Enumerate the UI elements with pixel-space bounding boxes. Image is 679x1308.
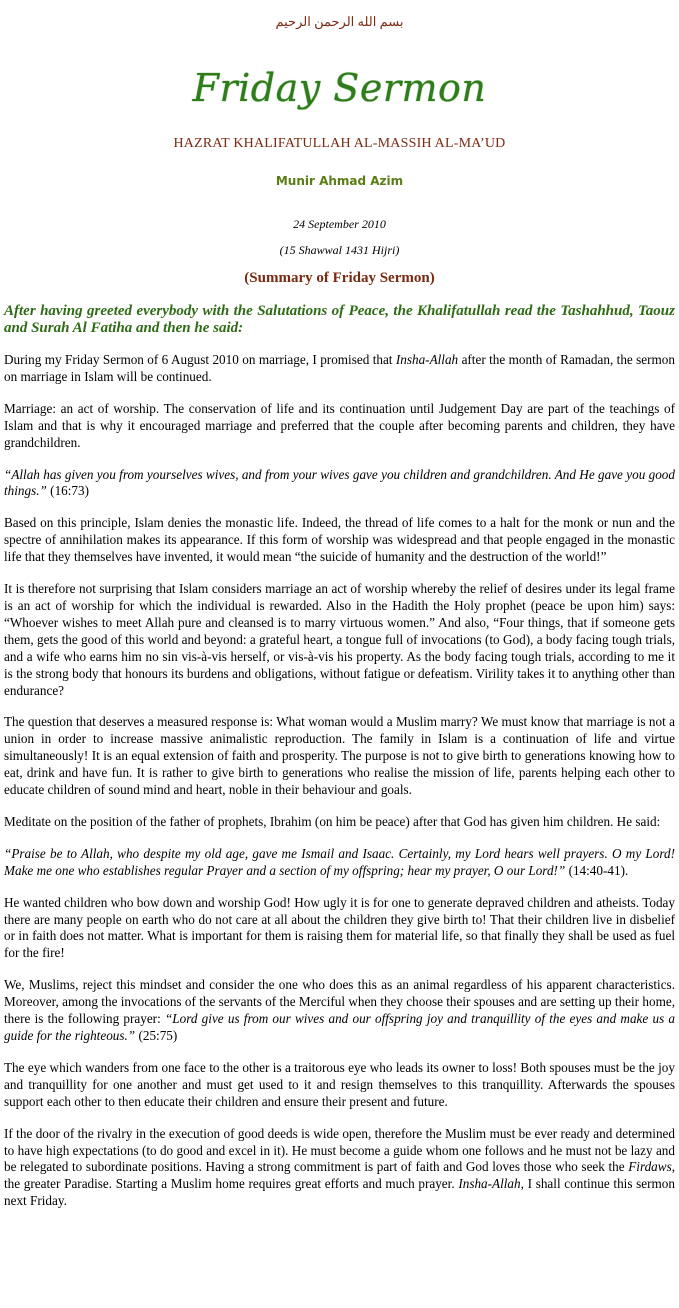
- paragraph-4: Based on this principle, Islam denies the monastic life. Indeed, the thread of life comes to a halt for the monk or nun and the spectre of annihilation makes its appearance. If this form of worship was widespread and that people engaged in the monastic life that they themselves have invented, it would mean “the suicide of humanity and the destruction of the world!”: [4, 515, 675, 565]
- sermon-date: 24 September 2010: [293, 217, 386, 231]
- italic-term: Firdaws: [628, 1159, 672, 1175]
- quote-paragraph-2: [4, 846, 675, 880]
- quote-reference: (14:40-41).: [565, 862, 629, 878]
- paragraph-7: Meditate on the position of the father of prophets, Ibrahim (on him be peace) after that God has given him children. He said:: [4, 813, 661, 829]
- text-span: , I shall continue this sermon next Friday.: [4, 1176, 675, 1209]
- hijri-date: (15 Shawwal 1431 Hijri): [279, 243, 400, 257]
- quran-quote: “Praise be to Allah, who despite my old age, gave me Ismail and Isaac. Certainly, my Lord hears well prayers. O my Lord! Make me one who establishes regular Prayer and a section of my offspring; hear my prayer, O our Lord!”: [4, 845, 675, 878]
- paragraph-9: He wanted children who bow down and worship God! How ugly it is for one to generate depraved children and atheists. Today there are many people on earth who do not care at all about the children they give birth to! That their children live in disbelief or in faith does not matter. What is important for them is raising them for material life, so that finally they shall be used as fuel for the fire!: [4, 894, 675, 961]
- paragraph-12: [4, 1126, 675, 1211]
- intro-paragraph: After having greeted everybody with the Salutations of Peace, the Khalifatullah read the Tashahhud, Taouz and Surah Al Fatiha and then he said:: [4, 303, 675, 336]
- page-title: Friday Sermon: [192, 66, 487, 110]
- italic-term: Insha-Allah: [458, 1176, 521, 1192]
- paragraph-11: The eye which wanders from one face to the other is a traitorous eye who leads its owner to loss! Both spouses must be the joy and tranquillity for one another and must get used to it and resign themselves to this tranquillity. Afterwards the spouses support each other to then educate their children and ensure their present and future.: [4, 1059, 675, 1109]
- quote-paragraph-1: [4, 467, 675, 501]
- paragraph-6: The question that deserves a measured response is: What woman would a Muslim marry? We must know that marriage is not a union in order to increase massive animalistic reproduction. The family in Islam is a continuation of life and virtue simultaneously! It is an equal extension of faith and prosperity. The purpose is not to give birth to generations knowing how to eat, drink and have fun. It is rather to give birth to generations who realise the mission of life, parents helping each other to educate children of sound mind and heart, noble in their behaviour and goals.: [4, 714, 675, 798]
- text-span: If the door of the rivalry in the execution of good deeds is wide open, therefore the Muslim must be ever ready and determined to have high expectations (to do good and excel in it). He must become a guide whom one follows and he must not be lazy and be relegated to subordinate positions. Having a strong commitment is part of faith and God loves those who seek the: [4, 1125, 675, 1175]
- italic-term: Insha-Allah: [395, 352, 459, 367]
- text-span: after the month of Ramadan, the sermon on marriage in Islam will be continued.: [4, 352, 675, 384]
- paragraph-1: [4, 352, 675, 386]
- paragraph-5: It is therefore not surprising that Islam considers marriage an act of worship whereby the relief of desires under its legal frame is an act of worship for which the individual is rewarded. Also in the Hadith the Holy prophet (peace be upon him) says: “Whoever wishes to meet Allah pure and cleansed is to marry virtuous women.” And also, “Four things, that if someone gets them, gets the good of this world and beyond: a grateful heart, a tongue full of invocations (to God), a body facing tough trials, and a wife who earns him no sin vis-à-vis herself, or vis-à-vis his property. As the body facing tough trials, according to me it is the strong body that honours its burdens and obligations, without fatigue or defeatism. Virility takes it to anything other than endurance?: [4, 581, 675, 698]
- quote-reference: (16:73): [46, 483, 89, 499]
- text-span: We, Muslims, reject this mindset and consider the one who does this as an animal regardless of his apparent characteristics. Moreover, among the invocations of the servants of the Merciful when they choose their spouses and are setting up their home, there is the following prayer:: [4, 977, 675, 1027]
- paragraph-10: [4, 977, 675, 1045]
- quran-quote: “Allah has given you from yourselves wives, and from your wives gave you children and grandchildren. And He gave you good things.”: [4, 466, 675, 499]
- paragraph-2: Marriage: an act of worship. The conservation of life and its continuation until Judgement Day are part of the teachings of Islam and that is why it encouraged marriage and preferred that the couple after becoming parents and children, they have grandchildren.: [4, 400, 675, 450]
- summary-label: (Summary of Friday Sermon): [244, 270, 435, 286]
- bismillah-calligraphy: بسم الله الرحمن الرحيم: [275, 14, 404, 29]
- text-span: During my Friday Sermon of 6 August 2010 on marriage, I promised that: [4, 352, 396, 367]
- quran-quote: “Lord give us from our wives and our offspring joy and tranquillity of the eyes and make us a guide for the righteous.”: [4, 1011, 676, 1043]
- khalifa-heading: HAZRAT KHALIFATULLAH AL-MASSIH AL-MA’UD: [173, 136, 506, 151]
- quote-reference: (25:75): [135, 1028, 178, 1043]
- text-span: , the greater Paradise. Starting a Muslim home requires great efforts and much prayer.: [4, 1159, 675, 1192]
- author-name: Munir Ahmad Azim: [275, 174, 404, 188]
